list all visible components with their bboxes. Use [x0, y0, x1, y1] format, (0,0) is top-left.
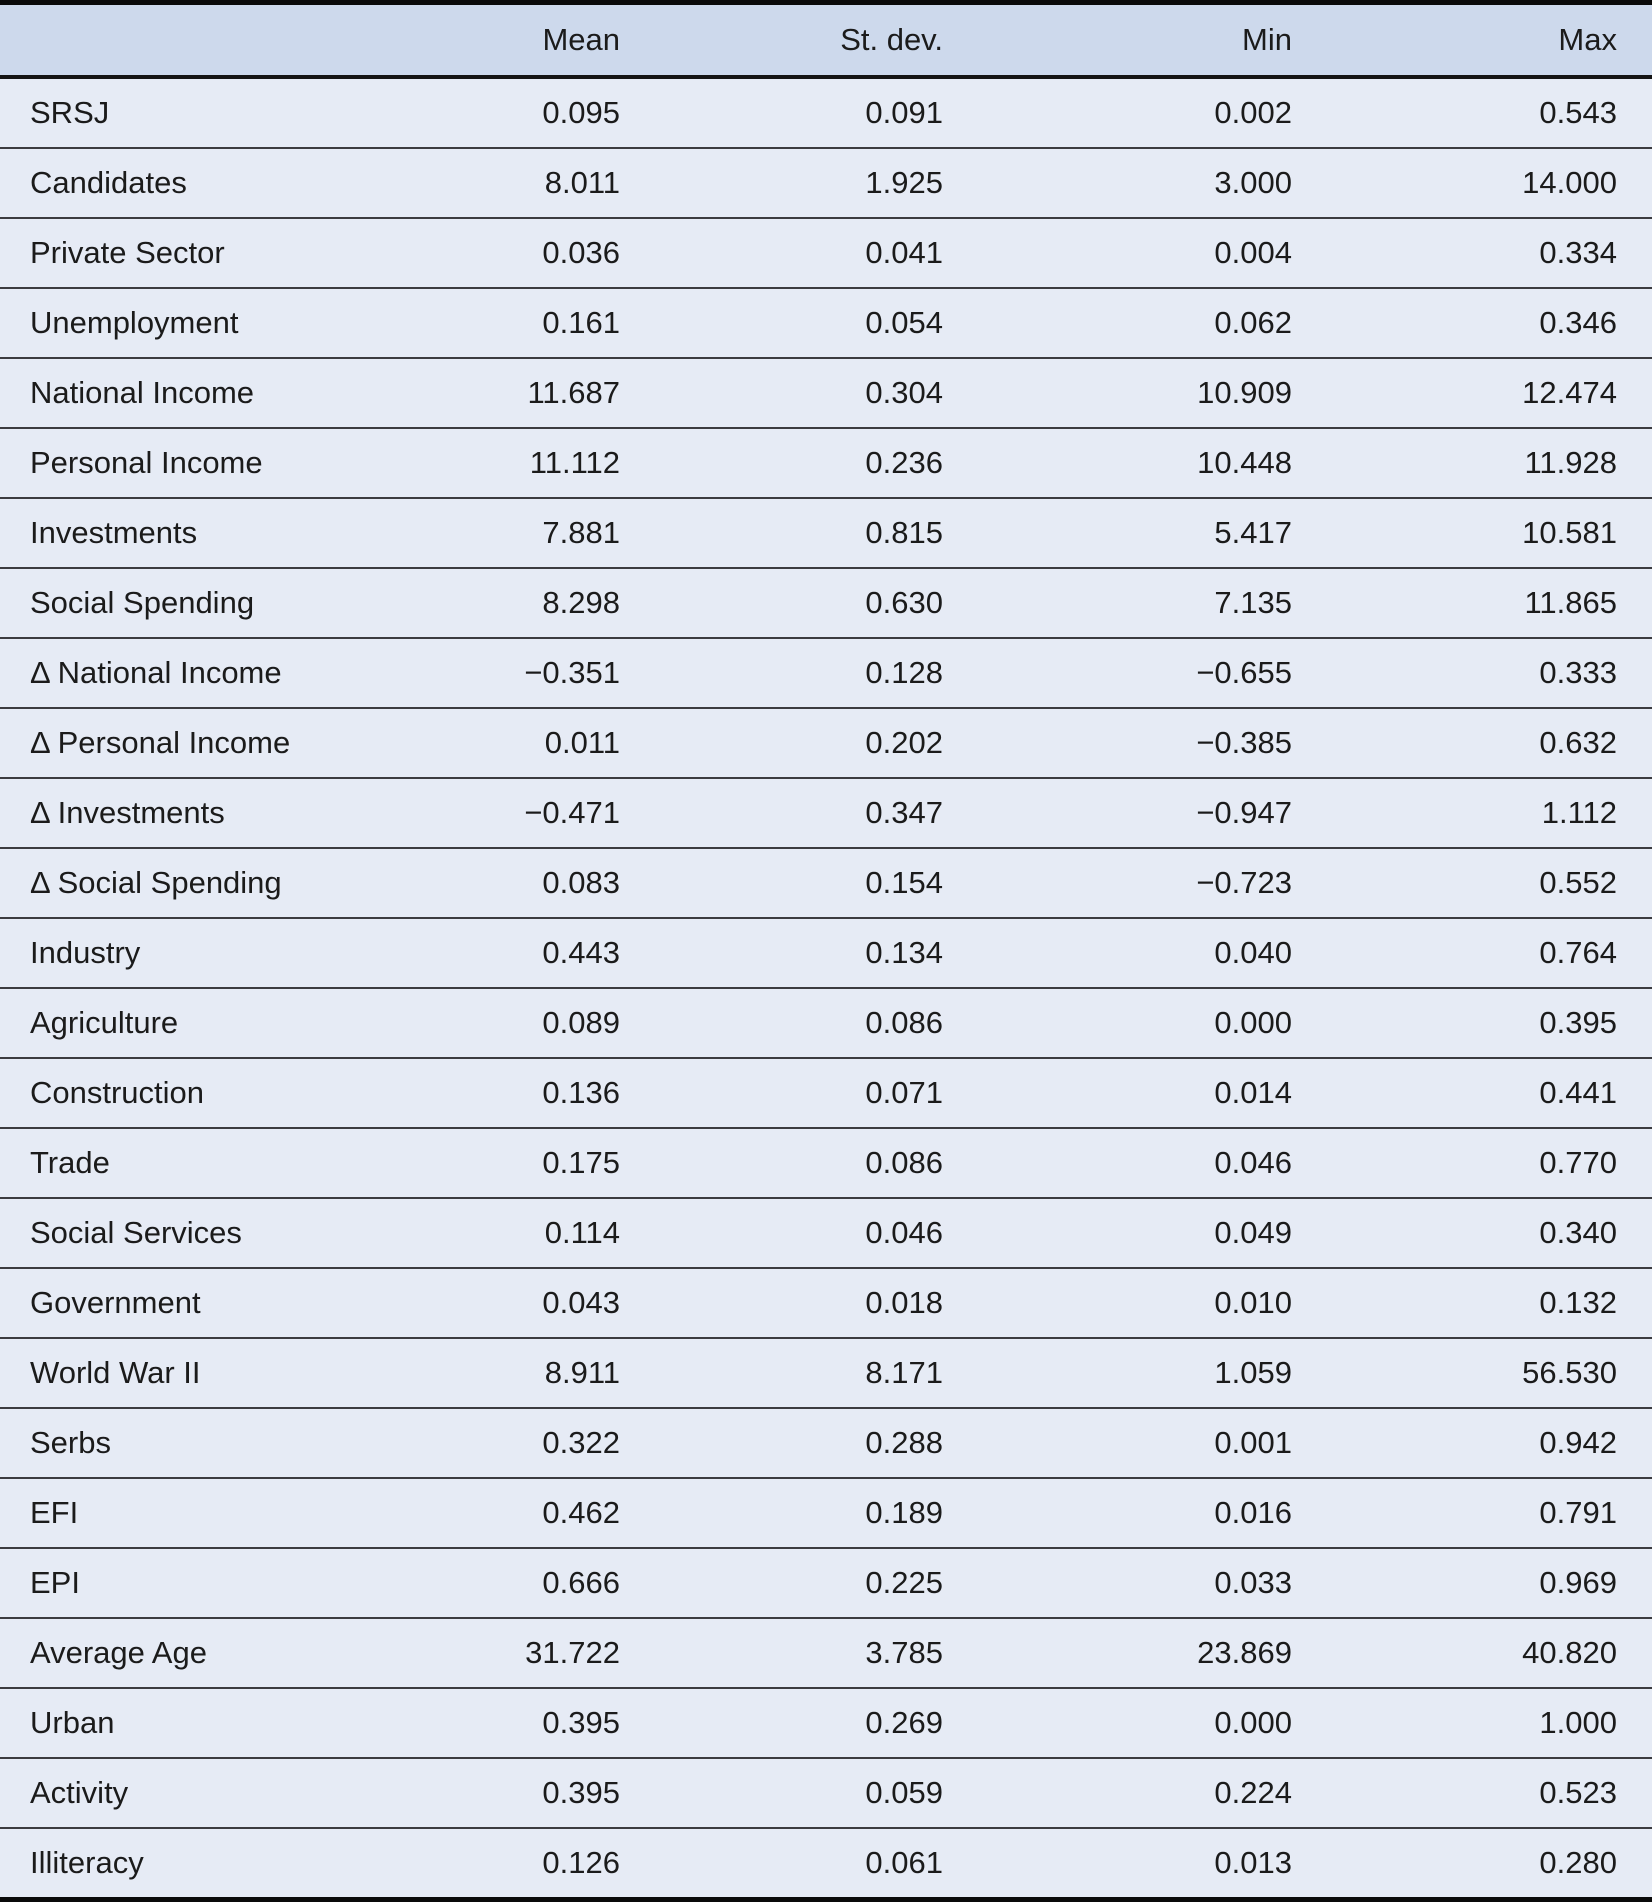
cell-max: 56.530 — [1327, 1338, 1652, 1408]
cell-stdev: 3.785 — [655, 1618, 978, 1688]
cell-mean: 0.395 — [330, 1688, 655, 1758]
row-label: Government — [0, 1268, 330, 1338]
cell-max: 0.333 — [1327, 638, 1652, 708]
cell-max: 0.132 — [1327, 1268, 1652, 1338]
table-row — [0, 77, 1652, 148]
cell-max: 0.334 — [1327, 218, 1652, 288]
cell-mean: 0.083 — [330, 848, 655, 918]
row-label: Construction — [0, 1058, 330, 1128]
row-label: Trade — [0, 1128, 330, 1198]
column-header-min: Min — [978, 3, 1327, 78]
table-row — [0, 498, 1652, 568]
cell-stdev: 0.269 — [655, 1688, 978, 1758]
cell-mean: 0.666 — [330, 1548, 655, 1618]
cell-max: 0.552 — [1327, 848, 1652, 918]
cell-mean: 0.161 — [330, 288, 655, 358]
row-label: Serbs — [0, 1408, 330, 1478]
row-label: Δ National Income — [0, 638, 330, 708]
cell-max: 0.340 — [1327, 1198, 1652, 1268]
table-row — [0, 1618, 1652, 1688]
cell-stdev: 1.925 — [655, 148, 978, 218]
cell-mean: 0.043 — [330, 1268, 655, 1338]
table-row — [0, 638, 1652, 708]
table-row — [0, 288, 1652, 358]
row-label: Illiteracy — [30, 1845, 144, 1880]
cell-min: 1.059 — [978, 1338, 1327, 1408]
cell-mean: 0.443 — [330, 918, 655, 988]
cell-stdev: 0.347 — [655, 778, 978, 848]
cell-min: 10.448 — [978, 428, 1327, 498]
row-label: Δ Personal Income — [0, 708, 330, 778]
cell-min: −0.385 — [978, 708, 1327, 778]
cell-max: 0.395 — [1327, 988, 1652, 1058]
cell-mean: 0.089 — [330, 988, 655, 1058]
column-header-max: Max — [1327, 3, 1652, 78]
cell-mean: 0.462 — [330, 1478, 655, 1548]
row-label: Unemployment — [0, 288, 330, 358]
cell-mean: 11.112 — [330, 428, 655, 498]
cell-min: 0.049 — [978, 1198, 1327, 1268]
cell-stdev: 0.815 — [655, 498, 978, 568]
cell-stdev: 0.128 — [655, 638, 978, 708]
cell-max: 0.346 — [1327, 288, 1652, 358]
row-label: Private Sector — [0, 218, 330, 288]
row-label: Social Services — [0, 1198, 330, 1268]
table-row — [0, 428, 1652, 498]
cell-stdev: 0.225 — [655, 1548, 978, 1618]
cell-stdev: 0.061 — [865, 1845, 943, 1880]
cell-stdev: 0.202 — [655, 708, 978, 778]
cell-mean: 0.136 — [330, 1058, 655, 1128]
cell-max: 0.632 — [1327, 708, 1652, 778]
cell-min: 23.869 — [978, 1618, 1327, 1688]
cell-max: 0.770 — [1327, 1128, 1652, 1198]
row-label: Industry — [0, 918, 330, 988]
cell-stdev: 0.304 — [655, 358, 978, 428]
cell-stdev: 0.091 — [655, 77, 978, 148]
cell-min: 10.909 — [978, 358, 1327, 428]
cell-max: 0.764 — [1327, 918, 1652, 988]
table-row — [0, 218, 1652, 288]
cell-stdev: 0.059 — [655, 1758, 978, 1828]
table-row — [0, 1478, 1652, 1548]
table-row — [0, 778, 1652, 848]
table-row — [0, 148, 1652, 218]
cell-mean: 8.011 — [330, 148, 655, 218]
row-label: Δ Investments — [0, 778, 330, 848]
cell-mean: 31.722 — [330, 1618, 655, 1688]
table-body — [0, 77, 1652, 1900]
table-row — [0, 568, 1652, 638]
table-row — [0, 1828, 1652, 1900]
cell-mean: 0.395 — [330, 1758, 655, 1828]
cell-stdev: 0.189 — [655, 1478, 978, 1548]
cell-stdev: 0.086 — [655, 1128, 978, 1198]
table-row — [0, 988, 1652, 1058]
cell-stdev: 0.018 — [655, 1268, 978, 1338]
table-row — [0, 708, 1652, 778]
row-label: EPI — [0, 1548, 330, 1618]
cell-max: 14.000 — [1327, 148, 1652, 218]
cell-min: 0.002 — [978, 77, 1327, 148]
cell-min: 0.224 — [978, 1758, 1327, 1828]
cell-min: 0.010 — [978, 1268, 1327, 1338]
cell-mean: −0.351 — [330, 638, 655, 708]
cell-stdev: 0.041 — [655, 218, 978, 288]
cell-max: 11.928 — [1327, 428, 1652, 498]
column-header-mean: Mean — [330, 3, 655, 78]
row-label: Social Spending — [0, 568, 330, 638]
cell-max: 0.791 — [1327, 1478, 1652, 1548]
cell-mean: 8.298 — [330, 568, 655, 638]
cell-min: 0.046 — [978, 1128, 1327, 1198]
cell-mean: 0.322 — [330, 1408, 655, 1478]
row-label: Activity — [0, 1758, 330, 1828]
row-label: Personal Income — [0, 428, 330, 498]
cell-min: 0.001 — [978, 1408, 1327, 1478]
cell-min: 0.033 — [978, 1548, 1327, 1618]
table-row — [0, 1268, 1652, 1338]
cell-mean: 0.114 — [330, 1198, 655, 1268]
cell-stdev: 0.154 — [655, 848, 978, 918]
cell-max: 12.474 — [1327, 358, 1652, 428]
cell-mean: 0.175 — [330, 1128, 655, 1198]
cell-min: 0.014 — [978, 1058, 1327, 1128]
cell-mean: 8.911 — [330, 1338, 655, 1408]
table-row — [0, 1128, 1652, 1198]
row-label: Average Age — [0, 1618, 330, 1688]
cell-min: 0.000 — [978, 1688, 1327, 1758]
table-row — [0, 848, 1652, 918]
cell-min: 0.040 — [978, 918, 1327, 988]
table-row — [0, 1758, 1652, 1828]
cell-min: 0.004 — [978, 218, 1327, 288]
row-label: National Income — [0, 358, 330, 428]
cell-max: 0.280 — [1539, 1845, 1617, 1880]
cell-max: 0.523 — [1327, 1758, 1652, 1828]
cell-max: 0.969 — [1327, 1548, 1652, 1618]
cell-max: 0.543 — [1327, 77, 1652, 148]
cell-min: 0.062 — [978, 288, 1327, 358]
row-label: World War II — [0, 1338, 330, 1408]
table-row — [0, 358, 1652, 428]
cell-stdev: 0.236 — [655, 428, 978, 498]
row-label: Investments — [0, 498, 330, 568]
cell-stdev: 0.630 — [655, 568, 978, 638]
cell-mean: −0.471 — [330, 778, 655, 848]
cell-max: 0.942 — [1327, 1408, 1652, 1478]
cell-min: 7.135 — [978, 568, 1327, 638]
row-label: SRSJ — [0, 77, 330, 148]
cell-min: −0.723 — [978, 848, 1327, 918]
row-label: EFI — [0, 1478, 330, 1548]
table-row — [0, 1548, 1652, 1618]
cell-max: 0.441 — [1327, 1058, 1652, 1128]
row-label: Urban — [0, 1688, 330, 1758]
table-row — [0, 918, 1652, 988]
cell-max: 10.581 — [1327, 498, 1652, 568]
cell-mean: 0.011 — [330, 708, 655, 778]
column-header-variable — [0, 3, 330, 78]
cell-min: 5.417 — [978, 498, 1327, 568]
header-row — [0, 3, 1652, 78]
cell-min: −0.655 — [978, 638, 1327, 708]
cell-min: 3.000 — [978, 148, 1327, 218]
cell-max: 11.865 — [1327, 568, 1652, 638]
cell-stdev: 0.288 — [655, 1408, 978, 1478]
cell-mean: 0.095 — [330, 77, 655, 148]
cell-mean: 0.036 — [330, 218, 655, 288]
cell-stdev: 0.071 — [655, 1058, 978, 1128]
cell-mean: 7.881 — [330, 498, 655, 568]
cell-min: −0.947 — [978, 778, 1327, 848]
cell-min: 0.000 — [978, 988, 1327, 1058]
table-row — [0, 1198, 1652, 1268]
cell-stdev: 0.086 — [655, 988, 978, 1058]
cell-min: 0.013 — [1214, 1845, 1292, 1880]
table-row — [0, 1688, 1652, 1758]
cell-stdev: 0.054 — [655, 288, 978, 358]
cell-stdev: 0.046 — [655, 1198, 978, 1268]
row-label: Agriculture — [0, 988, 330, 1058]
column-header-stdev: St. dev. — [655, 3, 978, 78]
cell-mean: 0.126 — [542, 1845, 620, 1880]
cell-max: 1.000 — [1327, 1688, 1652, 1758]
cell-min: 0.016 — [978, 1478, 1327, 1548]
table-row — [0, 1338, 1652, 1408]
cell-max: 1.112 — [1327, 778, 1652, 848]
row-label: Candidates — [0, 148, 330, 218]
table-row — [0, 1058, 1652, 1128]
cell-mean: 11.687 — [330, 358, 655, 428]
row-label: Δ Social Spending — [0, 848, 330, 918]
cell-max: 40.820 — [1327, 1618, 1652, 1688]
table-row — [0, 1408, 1652, 1478]
cell-stdev: 0.134 — [655, 918, 978, 988]
cell-stdev: 8.171 — [655, 1338, 978, 1408]
